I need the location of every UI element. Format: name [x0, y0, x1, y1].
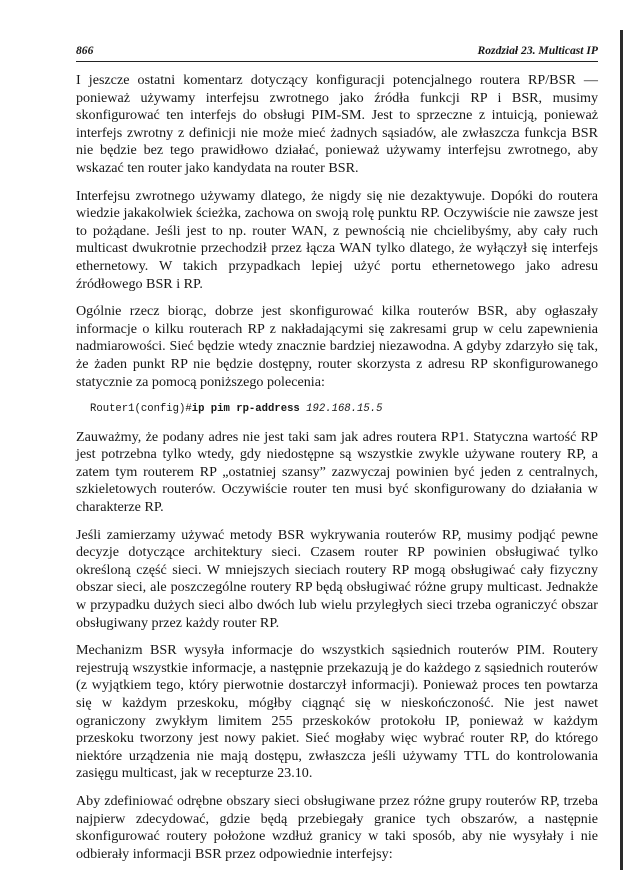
paragraph-6: Mechanizm BSR wysyła informacje do wszystkich sąsiednich routerów PIM. Routery rejestrują wszystkie informacje, a następnie przekazują je do każdego z sąsiednich routerów (z wyjątkiem tego, który pierwotnie dostarczył informacji). Ponieważ proces ten powtarza się w każdym przeskoku, mógłby ciągnąć się w nieskończoność. Nie jest nawet ograniczony zwykłym limitem 255 przeskoków protokołu IP, ponieważ w każdym przeskoku tworzony jest nowy pakiet. Sieć mogłaby więc wybrać router RP, do którego niektóre urządzenia nie mają dostępu, zwłaszcza jeśli używamy TTL do kontrolowania zasięgu multicast, jak w recepturze 23.10. — [76, 642, 598, 782]
paragraph-2: Interfejsu zwrotnego używamy dlatego, że nigdy się nie dezaktywuje. Dopóki do routera wiedzie jakakolwiek ścieżka, zachowa on swoją rolę punktu RP. Oczywiście nie zawsze jest to pożądane. Jeśli jest to np. router WAN, z pewnością nie chcielibyśmy, aby cały ruch multicast dwukrotnie przechodził przez łącza WAN tylko dlatego, że wyłączył się interfejs ethernetowy. W takich przypadkach lepiej użyć portu ethernetowego jako adresu źródłowego BSR i RP. — [76, 187, 598, 292]
header-rule — [76, 61, 598, 62]
page-edge-shadow — [620, 30, 623, 870]
paragraph-1: I jeszcze ostatni komentarz dotyczący konfiguracji potencjalnego routera RP/BSR — ponieważ używamy interfejsu zwrotnego jako źródła funkcji RP i BSR, musimy skonfigurować ten interfejs do obsługi PIM-SM. Jest to sprzeczne z intuicją, ponieważ interfejs zwrotny z definicji nie może mieć żadnych sąsiadów, ale zwłaszcza funkcja BSR nie będzie bez tego prawidłowo działać, ponieważ używamy interfejsu zwrotnego, aby wskazać ten router jako kandydata na router BSR. — [76, 72, 598, 176]
paragraph-3: Ogólnie rzecz biorąc, dobrze jest skonfigurować kilka routerów BSR, aby ogłaszały informacje o kilku routerach RP z nakładającymi się zakresami grup w celu zapewnienia nadmiarowości. Sieć będzie wtedy znacznie bardziej niezawodna. A gdyby zdarzyło się tak, że żaden punkt RP nie będzie dostępny, router skorzysta z adresu RP skonfigurowanego statycznie za pomocą poniższego polecenia: — [76, 303, 598, 390]
paragraph-7: Aby zdefiniować odrębne obszary sieci obsługiwane przez różne grupy routerów RP, trzeba najpierw zdecydować, gdzie będą przebiegały granice tych obszarów, a następnie skonfigurować routery położone wzdłuż granicy w taki sposób, aby nie wysyłały i nie odbierały informacji BSR przez odpowiednie interfejsy: — [76, 792, 598, 862]
code-prompt: Router1(config)# — [90, 403, 192, 416]
code-line — [90, 401, 598, 419]
paragraph-5: Jeśli zamierzamy używać metody BSR wykrywania routerów RP, musimy podjąć pewne decyzje dotyczące architektury sieci. Czasem router RP powinien obsługiwać tylko określoną część sieci. W mniejszych sieciach routery RP mogą obsługiwać cały fizyczny obszar sieci, ale poszczególne routery RP będą obsługiwać różne grupy multicast. Jednakże w przypadku dużych sieci albo dwóch lub wielu przyległych sieci trzeba ograniczyć obszar obsługiwany przez każdy router RP. — [76, 526, 598, 631]
page-body — [76, 72, 598, 873]
paragraph-4: Zauważmy, że podany adres nie jest taki sam jak adres routera RP1. Statyczna wartość RP jest potrzebna tylko wtedy, gdy niedostępne są wszystkie zwykle używane routery RP, a zatem tym routerem RP „ostatniej szansy” zazwyczaj powinien być jeden z centralnych, szkieletowych routerów. Oczywiście router ten musi być skonfigurowany do działania w charakterze RP. — [76, 428, 598, 516]
running-header — [76, 44, 598, 62]
chapter-title: Rozdział 23. Multicast IP — [477, 44, 598, 57]
code-command: ip pim rp-address — [191, 403, 300, 416]
code-argument: 192.168.15.5 — [306, 403, 383, 416]
page-number: 866 — [76, 44, 94, 57]
